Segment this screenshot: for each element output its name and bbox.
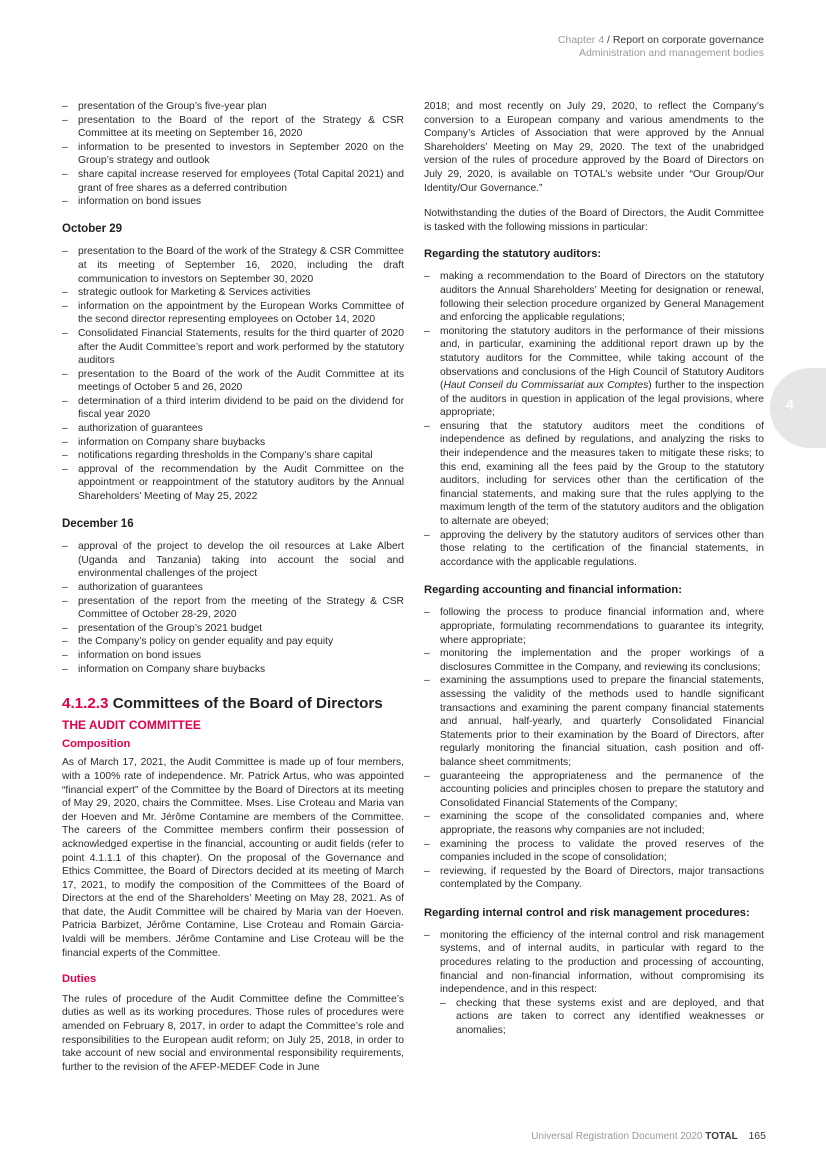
list-item: – monitoring the implementation and the proper workings of a disclosures Committee in the Company, and reviewing its conclusions; xyxy=(424,647,764,674)
audit-committee-heading: THE AUDIT COMMITTEE xyxy=(62,718,201,733)
october-heading: October 29 xyxy=(62,222,123,235)
list-item: – presentation of the Group’s 2021 budget xyxy=(62,622,404,636)
list-item-text: monitoring the statutory auditors in the performance of their missions and, in particular, examining the additional report drawn up by the statutory auditors for the Committee, while taking account of the observations and conclusions of the High Council of Statutory Auditors ( xyxy=(440,325,764,392)
duties-paragraph: The rules of procedure of the Audit Committee define the Committee’s duties as well as its working procedures. Those rules of procedures were amended on February 8, 2017, in order to adapt the Committee’s role and responsibilities to the European audit reform; on July 25, 2018, in order to take account of new social and environmental responsibility requirements, further to the revision of the AFEP-MEDEF Code in June xyxy=(62,993,404,1073)
header-chapter-line xyxy=(558,34,764,47)
left-column xyxy=(62,100,404,1074)
list-item: – Consolidated Financial Statements, results for the third quarter of 2020 after the Audit Committee’s report and work performed by the statutory auditors xyxy=(62,327,404,368)
accounting-heading: Regarding accounting and financial information: xyxy=(424,584,682,597)
list-item: – presentation to the Board of the report of the Strategy & CSR Committee at its meeting on September 16, 2020 xyxy=(62,114,404,141)
accounting-list xyxy=(424,606,764,891)
intro-list xyxy=(62,100,404,209)
list-item: – examining the assumptions used to prepare the financial statements, assessing the validity of the methods used to handle significant transactions and examining the parent company financial statements and annual, half-yearly, and quarterly Consolidated Financial Statements prior to their examination by the Board of Directors, after regularly monitoring the financial situation, cash position and off-balance sheet commitments; xyxy=(424,674,764,769)
list-item: – determination of a third interim dividend to be paid on the dividend for fiscal year 2020 xyxy=(62,395,404,422)
missions-intro-paragraph: Notwithstanding the duties of the Board of Directors, the Audit Committee is tasked with the following missions in particular: xyxy=(424,208,764,233)
list-item: – information to be presented to investors in September 2020 on the Group’s strategy and outlook xyxy=(62,141,404,168)
list-item: – approval of the recommendation by the Audit Committee on the appointment or reappointment of the statutory auditors by the Annual Shareholders’ Meeting of May 25, 2022 xyxy=(62,463,404,504)
list-item: – presentation to the Board of the work of the Audit Committee at its meetings of October 5 and 26, 2020 xyxy=(62,368,404,395)
list-item: – the Company’s policy on gender equality and pay equity xyxy=(62,635,404,649)
section-heading xyxy=(62,694,404,713)
list-item: – reviewing, if requested by the Board of Directors, major transactions contemplated by the Company. xyxy=(424,865,764,892)
list-item xyxy=(424,325,764,420)
list-item-italic-text: Haut Conseil du Commissariat aux Comptes xyxy=(443,380,649,392)
list-item: – authorization of guarantees xyxy=(62,581,404,595)
header-subtitle: Administration and management bodies xyxy=(578,47,764,59)
list-item: – guaranteeing the appropriateness and the permanence of the accounting policies and principles chosen to prepare the statutory and Consolidated Financial Statements of the Company; xyxy=(424,770,764,811)
duties-heading: Duties xyxy=(62,973,97,986)
list-item-text: monitoring the efficiency of the internal control and risk management systems, and of internal audits, in particular with regard to the procedures relating to the production and processing of accounting, financial and non-financial information, without compromising its independence, and in this respect: xyxy=(440,929,764,996)
list-item: – authorization of guarantees xyxy=(62,422,404,436)
statutory-auditors-list xyxy=(424,270,764,569)
page-number: 165 xyxy=(748,1130,766,1142)
list-item: – approving the delivery by the statutory auditors of services other than those relating to the certification of the financial statements, in accordance with the applicable regulations. xyxy=(424,529,764,570)
list-item: – information on bond issues xyxy=(62,649,404,663)
list-item: – information on bond issues xyxy=(62,195,404,209)
list-item: – share capital increase reserved for employees (Total Capital 2021) and grant of free shares as a deferred contribution xyxy=(62,168,404,195)
statutory-auditors-heading: Regarding the statutory auditors: xyxy=(424,248,602,261)
list-item xyxy=(424,929,764,1038)
running-header xyxy=(558,34,764,60)
header-separator: / xyxy=(604,34,613,46)
duties-continued-paragraph: 2018; and most recently on July 29, 2020, to reflect the Company’s conversion to a European company and various amendments to the Company’s Articles of Association that were approved by the Annual Shareholders’ Meeting on May 29, 2020. The text of the unabridged version of the rules of procedure approved by the Board of Directors on July 29, 2020, is available on TOTAL’s website under “Our Group/Our Identity/Our Governance.” xyxy=(424,101,764,194)
december-heading: December 16 xyxy=(62,517,134,530)
list-item: – ensuring that the statutory auditors meet the conditions of independence as defined by regulations, and analyzing the risks to their independence and the measures taken to mitigate these risks; to this end, examining all the fees paid by the Group to the statutory auditors, including for services other than the certification of the financial statements, and making sure that the rules applying to the maximum length of the term of the statutory auditors and the obligation to alternate are obeyed; xyxy=(424,420,764,529)
list-item: – examining the scope of the consolidated companies and, where appropriate, the reasons why companies are not included; xyxy=(424,810,764,837)
header-chapter: Chapter 4 xyxy=(557,34,605,46)
list-item: – approval of the project to develop the oil resources at Lake Albert (Uganda and Tanzania) taking into account the social and environmental challenges of the project xyxy=(62,540,404,581)
list-item: – information on the appointment by the European Works Committee of the second director representing employees on October 14, 2020 xyxy=(62,300,404,327)
list-item: – following the process to produce financial information and, where appropriate, formulating recommendations to guarantee its integrity, where appropriate; xyxy=(424,606,764,647)
right-column xyxy=(424,100,764,1038)
list-item: – examining the process to validate the proved reserves of the companies included in the scope of consolidation; xyxy=(424,838,764,865)
footer-brand: TOTAL xyxy=(705,1131,738,1142)
list-item: – presentation of the Group’s five-year plan xyxy=(62,100,404,114)
internal-control-sublist xyxy=(440,997,764,1038)
list-item: – presentation to the Board of the work of the Strategy & CSR Committee at its meeting of September 16, 2020, including the draft communication to investors on September 30, 2020 xyxy=(62,245,404,286)
list-item: – checking that these systems exist and are deployed, and that actions are taken to correct any identified weaknesses or anomalies; xyxy=(440,997,764,1038)
list-item: – information on Company share buybacks xyxy=(62,436,404,450)
composition-paragraph: As of March 17, 2021, the Audit Committee is made up of four members, with a 100% rate of independence. Mr. Patrick Artus, who was appointed “financial expert” of the Committee by the Board of Directors at its meeting of May 29, 2020, chairs the Committee. Mses. Lise Croteau and Maria van der Hoeven and Mr. Jérôme Contamine are members of the Committee. The careers of the Committee members confirm their possession of acknowledged expertise in the financial, accounting or audit fields (refer to point 4.1.1.1 of this chapter). On the proposal of the Governance and Ethics Committee, the Board of Directors decided at its meeting of March 17, 2021, to modify the composition of the Committees of the Board of Directors at the end of the Shareholders’ Meeting on May 28, 2021. As of that date, the Audit Committee will be chaired by Maria van der Hoeven. Patricia Barbizet, Jérôme Contamine, Lise Croteau and Romain Garcia-Ivaldi will be members. Jérôme Contamine and Lise Croteau will be the financial experts of the Committee. xyxy=(62,757,404,959)
internal-control-list xyxy=(424,929,764,1038)
list-item: – making a recommendation to the Board of Directors on the statutory auditors the Annual Shareholders’ Meeting for designation or renewal, following their selection procedure organized by General Management and enforcing the applicable regulations; xyxy=(424,270,764,324)
header-title: Report on corporate governance xyxy=(612,34,764,46)
chapter-side-tab xyxy=(770,368,826,448)
list-item: – strategic outlook for Marketing & Services activities xyxy=(62,286,404,300)
list-item: – notifications regarding thresholds in the Company’s share capital xyxy=(62,449,404,463)
composition-heading: Composition xyxy=(62,737,131,750)
october-list xyxy=(62,245,404,503)
list-item: – presentation of the report from the meeting of the Strategy & CSR Committee of October 28-29, 2020 xyxy=(62,595,404,622)
section-number: 4.1.2.3 xyxy=(62,695,109,713)
list-item: – information on Company share buybacks xyxy=(62,663,404,677)
section-title: Committees of the Board of Directors xyxy=(112,695,383,713)
internal-control-heading: Regarding internal control and risk management procedures: xyxy=(424,906,750,919)
list-item-text: ) further to the inspection of the auditors in question in application of the legal provisions, where appropriate; xyxy=(440,380,764,419)
page-footer xyxy=(531,1130,766,1142)
december-list xyxy=(62,540,404,676)
chapter-tab-number: 4 xyxy=(786,396,794,412)
footer-document-title: Universal Registration Document 2020 xyxy=(531,1131,703,1142)
